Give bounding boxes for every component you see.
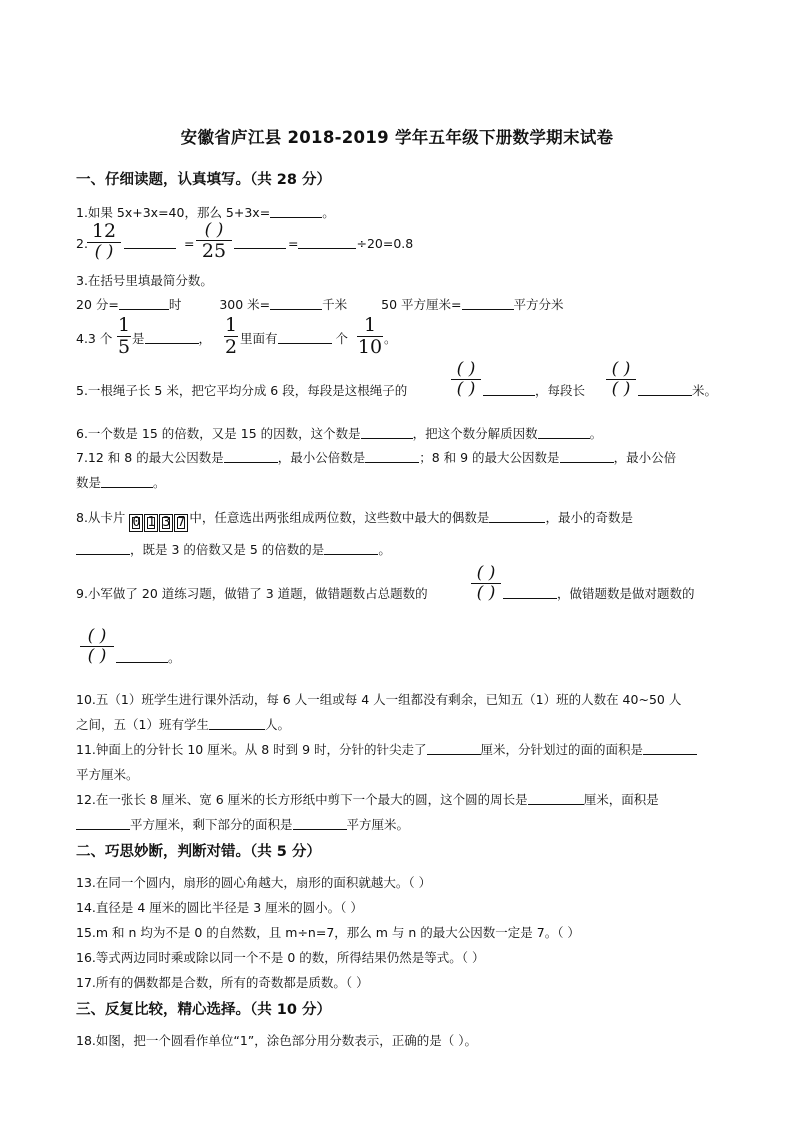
q9-blank-2[interactable] bbox=[116, 650, 168, 663]
q7-blank-2[interactable] bbox=[365, 450, 419, 463]
card-7: 7 bbox=[174, 514, 188, 532]
q2-f2-denominator: 25 bbox=[201, 240, 227, 262]
card-0: 0 bbox=[129, 514, 143, 532]
q4-f2-denominator: 2 bbox=[224, 336, 238, 358]
question-17: 17.所有的偶数都是合数，所有的奇数都是质数。（ ） bbox=[76, 975, 369, 990]
question-1 bbox=[76, 203, 335, 221]
q4-e: 个 bbox=[335, 331, 349, 346]
q3-blank-c[interactable] bbox=[462, 297, 514, 310]
q8-blank-2[interactable] bbox=[76, 542, 130, 555]
q4-fraction-3 bbox=[357, 316, 383, 357]
q2-blank-1[interactable] bbox=[124, 236, 176, 249]
q9-f1-denominator: ( ) bbox=[476, 583, 496, 603]
q4-fraction-1 bbox=[117, 316, 131, 357]
q4-end: 。 bbox=[384, 331, 397, 346]
q7-e: 数是 bbox=[76, 475, 102, 490]
q12-blank-3[interactable] bbox=[293, 817, 347, 830]
question-16: 16.等式两边同时乘或除以同一个不是 0 的数，所得结果仍然是等式。（ ） bbox=[76, 950, 485, 965]
q5-f2-numerator: ( ) bbox=[611, 359, 631, 379]
question-8-line-2 bbox=[76, 540, 391, 558]
q12-blank-1[interactable] bbox=[528, 792, 584, 805]
q5-a: 5.一根绳子长 5 米，把它平均分成 6 段，每段是这根绳子的 bbox=[76, 383, 408, 398]
q11-b: 厘米，分针划过的面的面积是 bbox=[480, 742, 644, 757]
q6-c: 。 bbox=[589, 426, 603, 441]
q5-blank-2[interactable] bbox=[638, 383, 692, 396]
q3-c-unit: 平方分米 bbox=[513, 297, 564, 312]
q3-a: 20 分= bbox=[76, 297, 119, 312]
q7-blank-3[interactable] bbox=[560, 450, 614, 463]
q1-blank[interactable] bbox=[270, 205, 322, 218]
q6-blank-2[interactable] bbox=[538, 426, 590, 439]
question-7-line-2 bbox=[76, 473, 166, 491]
q9-b: ，做错题数是做对题数的 bbox=[557, 586, 695, 601]
q2-blank-2[interactable] bbox=[234, 236, 286, 249]
q8-blank-1[interactable] bbox=[489, 510, 545, 523]
section-2-heading: 二、巧思妙断，判断对错。（共 5 分） bbox=[76, 844, 321, 860]
q9-blank-1[interactable] bbox=[503, 586, 557, 599]
q8-b: 中，任意选出两张组成两位数，这些数中最大的偶数是 bbox=[189, 510, 490, 525]
q7-blank-1[interactable] bbox=[224, 450, 278, 463]
q6-blank-1[interactable] bbox=[361, 426, 413, 439]
q3-a-unit: 时 bbox=[168, 297, 182, 312]
q7-blank-4[interactable] bbox=[101, 475, 153, 488]
q8-d: ，既是 3 的倍数又是 5 的倍数的是 bbox=[130, 542, 325, 557]
q5-fraction-1 bbox=[451, 361, 481, 398]
q5-c: 米。 bbox=[692, 383, 718, 398]
question-8-line-1 bbox=[76, 508, 633, 532]
question-14: 14.直径是 4 厘米的圆比半径是 3 厘米的圆小。（ ） bbox=[76, 900, 363, 915]
q7-a: 7.12 和 8 的最大公因数是 bbox=[76, 450, 224, 465]
q8-c: ，最小的奇数是 bbox=[545, 510, 633, 525]
section-3-heading: 三、反复比较，精心选择。（共 10 分） bbox=[76, 1002, 332, 1018]
q4-d: 里面有 bbox=[240, 331, 278, 346]
q12-blank-2[interactable] bbox=[76, 817, 130, 830]
q12-b: 厘米，面积是 bbox=[583, 792, 659, 807]
q11-blank-2[interactable] bbox=[643, 742, 697, 755]
q9-f2-denominator: ( ) bbox=[87, 646, 107, 666]
q2-fraction-1 bbox=[87, 222, 121, 261]
question-18: 18.如图，把一个圆看作单位“1”，涂色部分用分数表示，正确的是（ ）。 bbox=[76, 1033, 478, 1048]
q12-a: 12.在一张长 8 厘米、宽 6 厘米的长方形纸中剪下一个最大的圆，这个圆的周长是 bbox=[76, 792, 528, 807]
question-7-line-1 bbox=[76, 448, 676, 466]
q12-c: 平方厘米，剩下部分的面积是 bbox=[130, 817, 293, 832]
q4-f1-denominator: 5 bbox=[117, 336, 131, 358]
q4-f3-denominator: 10 bbox=[357, 336, 383, 358]
question-13: 13.在同一个圆内，扇形的圆心角越大，扇形的面积就越大。（ ） bbox=[76, 875, 432, 890]
q11-a: 11.钟面上的分针长 10 厘米。从 8 时到 9 时，分针的针尖走了 bbox=[76, 742, 427, 757]
q10-b: 之间，五（1）班有学生 bbox=[76, 717, 209, 732]
q11-blank-1[interactable] bbox=[427, 742, 481, 755]
q7-d: ，最小公倍 bbox=[613, 450, 677, 465]
q8-e: 。 bbox=[378, 542, 391, 557]
q9-end: 。 bbox=[168, 650, 181, 665]
q5-f1-numerator: ( ) bbox=[456, 359, 476, 379]
q9-f2-numerator: ( ) bbox=[87, 626, 107, 646]
q4-c: ， bbox=[198, 331, 212, 346]
q7-c: ；8 和 9 的最大公因数是 bbox=[419, 450, 560, 465]
q8-a: 8.从卡片 bbox=[76, 510, 126, 525]
q3-b: 300 米= bbox=[219, 297, 271, 312]
q3-blank-b[interactable] bbox=[270, 297, 322, 310]
question-12-line-1 bbox=[76, 790, 659, 808]
q5-f1-denominator: ( ) bbox=[456, 379, 476, 399]
q3-c: 50 平方厘米= bbox=[381, 297, 462, 312]
question-15: 15.m 和 n 均为不是 0 的自然数，且 m÷n=7，那么 m 与 n 的最大公因数一定是 7。（ ） bbox=[76, 925, 580, 940]
section-1-heading: 一、仔细读题，认真填写。（共 28 分） bbox=[76, 172, 332, 188]
q6-b: ，把这个数分解质因数 bbox=[412, 426, 538, 441]
q4-fraction-2 bbox=[224, 316, 238, 357]
q2-tail: ÷20=0.8 bbox=[356, 236, 414, 251]
q7-f: 。 bbox=[153, 475, 166, 490]
q4-a: 4.3 个 bbox=[76, 331, 113, 346]
q2-f1-denominator: ( ) bbox=[94, 242, 114, 262]
question-11-line-1 bbox=[76, 740, 697, 758]
q2-equals-1: = bbox=[183, 236, 195, 251]
q4-f1-numerator: 1 bbox=[117, 314, 131, 336]
q8-cards bbox=[129, 514, 189, 532]
question-12-line-2 bbox=[76, 815, 409, 833]
q9-a: 9.小军做了 20 道练习题，做错了 3 道题，做错题数占总题数的 bbox=[76, 586, 428, 601]
q7-b: ，最小公倍数是 bbox=[277, 450, 366, 465]
q2-f2-numerator: ( ) bbox=[204, 220, 224, 240]
q12-d: 平方厘米。 bbox=[346, 817, 410, 832]
q9-fraction-2 bbox=[80, 628, 114, 665]
q2-fraction-2 bbox=[196, 222, 232, 261]
q3-b-unit: 千米 bbox=[322, 297, 348, 312]
page-title: 安徽省庐江县 2018-2019 学年五年级下册数学期末试卷 bbox=[180, 128, 614, 147]
q2-label: 2. bbox=[76, 236, 88, 251]
q3-conversions bbox=[76, 295, 564, 313]
q4-blank-2[interactable] bbox=[278, 331, 332, 344]
card-1: 1 bbox=[144, 514, 158, 532]
q1-text: 1.如果 5x+3x=40，那么 5+3x= bbox=[76, 205, 271, 220]
q3-blank-a[interactable] bbox=[119, 297, 169, 310]
q10-blank[interactable] bbox=[209, 717, 265, 730]
question-10-line-2 bbox=[76, 715, 290, 733]
q2-f1-numerator: 12 bbox=[91, 220, 117, 242]
question-6 bbox=[76, 424, 602, 442]
q6-a: 6.一个数是 15 的倍数，又是 15 的因数，这个数是 bbox=[76, 426, 361, 441]
q4-blank-1[interactable] bbox=[145, 331, 199, 344]
q4-f2-numerator: 1 bbox=[224, 314, 238, 336]
q4-f3-numerator: 1 bbox=[363, 314, 377, 336]
q10-c: 人。 bbox=[264, 717, 290, 732]
q2-equals-2: = bbox=[288, 236, 299, 251]
q5-f2-denominator: ( ) bbox=[611, 379, 631, 399]
q5-fraction-2 bbox=[606, 361, 636, 398]
card-3: 3 bbox=[159, 514, 173, 532]
question-10-line-1: 10.五（1）班学生进行课外活动，每 6 人一组或每 4 人一组都没有剩余，已知五（1）班的人数在 40~50 人 bbox=[76, 692, 682, 707]
q9-f1-numerator: ( ) bbox=[476, 563, 496, 583]
q9-fraction-1 bbox=[471, 565, 501, 602]
q4-b: 是 bbox=[132, 331, 145, 346]
q5-blank-1[interactable] bbox=[483, 383, 535, 396]
q2-blank-3[interactable] bbox=[298, 236, 356, 249]
question-11-line-2: 平方厘米。 bbox=[76, 767, 139, 782]
q5-b: ，每段长 bbox=[535, 383, 586, 398]
q8-blank-3[interactable] bbox=[324, 542, 378, 555]
q1-end: 。 bbox=[322, 205, 335, 220]
q3-text: 3.在括号里填最简分数。 bbox=[76, 273, 213, 288]
